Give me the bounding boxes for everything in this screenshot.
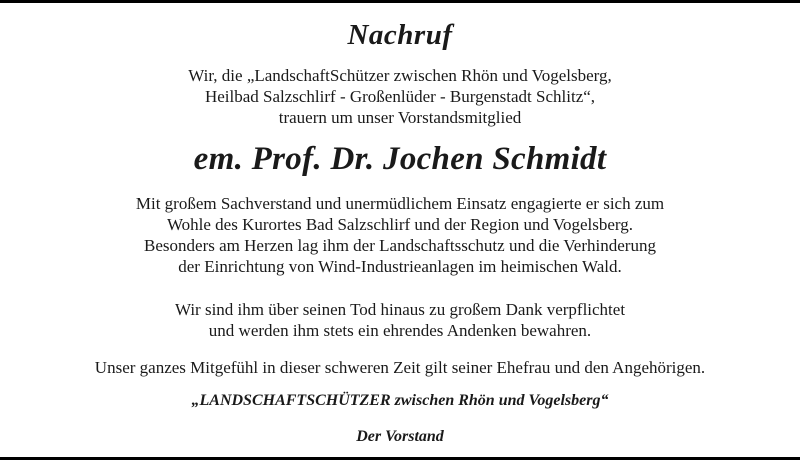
organization-signature: „LANDSCHAFTSCHÜTZER zwischen Rhön und Vogelsberg“ — [191, 392, 609, 409]
intro-text — [0, 65, 800, 128]
tribute-paragraph — [0, 193, 800, 277]
tribute-line: Besonders am Herzen lag ihm der Landschaftsschutz und die Verhinderung — [144, 236, 656, 255]
condolence-paragraph: Unser ganzes Mitgefühl in dieser schweren Zeit gilt seiner Ehefrau und den Angehörigen. — [94, 358, 706, 377]
notice-title: Nachruf — [347, 19, 453, 51]
intro-line: trauern um unser Vorstandsmitglied — [278, 108, 522, 127]
intro-line: Heilbad Salzschlirf - Großenlüder - Burgenstadt Schlitz“, — [204, 87, 596, 106]
tribute-line: Mit großem Sachverstand und unermüdlichem Einsatz engagierte er sich zum — [135, 194, 665, 213]
gratitude-paragraph — [0, 299, 800, 341]
intro-line: Wir, die „LandschaftSchützer zwischen Rhön und Vogelsberg, — [188, 66, 612, 85]
deceased-name: em. Prof. Dr. Jochen Schmidt — [193, 141, 607, 177]
tribute-line: Wohle des Kurortes Bad Salzschlirf und der Region und Vogelsberg. — [166, 215, 634, 234]
board-signature: Der Vorstand — [356, 428, 444, 445]
gratitude-line: und werden ihm stets ein ehrendes Andenken bewahren. — [208, 321, 592, 340]
tribute-line: der Einrichtung von Wind-Industrieanlagen im heimischen Wald. — [178, 257, 622, 276]
gratitude-line: Wir sind ihm über seinen Tod hinaus zu großem Dank verpflichtet — [174, 300, 626, 319]
